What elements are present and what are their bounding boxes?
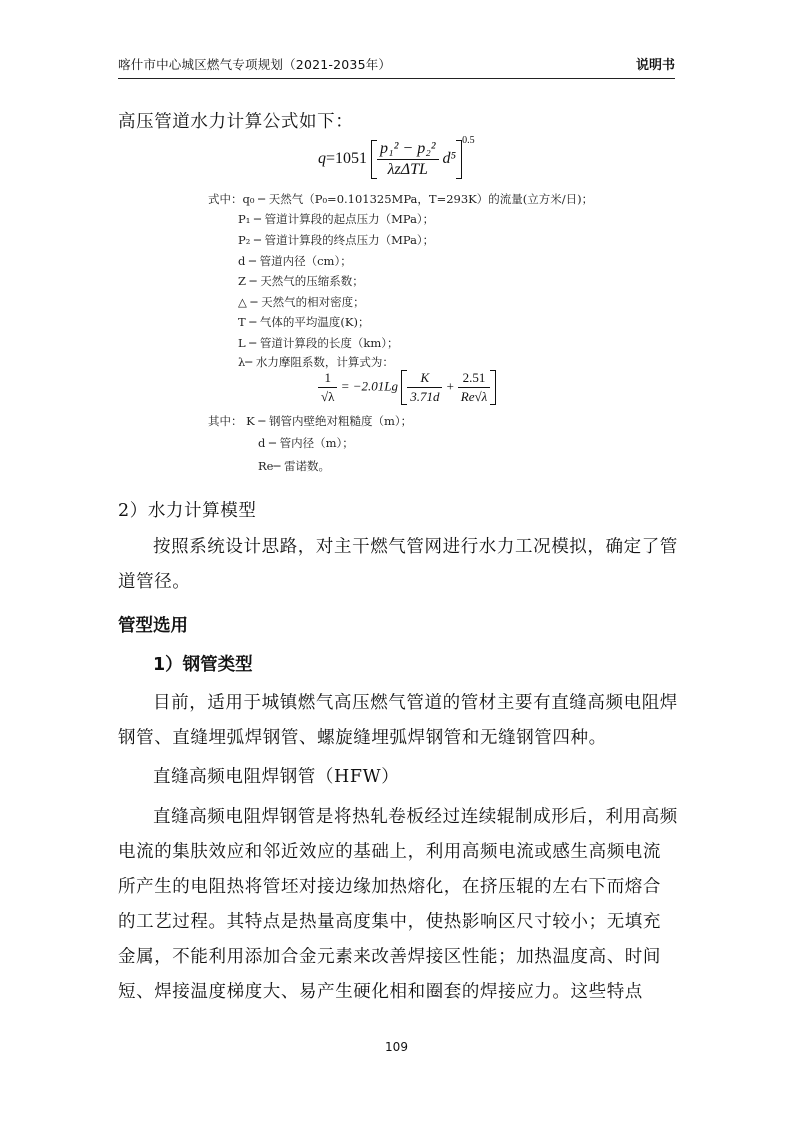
friction-f2-den: Re√λ: [460, 389, 488, 404]
hfw-title: 直缝高频电阻焊钢管（HFW）: [153, 767, 400, 787]
legend-line: 式中：q₀ ─ 天然气（P₀=0.101325MPa，T=293K）的流量(立方米/日)；: [208, 192, 594, 206]
legend2-line: 其中： K ─ 钢管内壁绝对粗糙度（m）；: [208, 414, 413, 428]
formula-denominator: λzΔTL: [387, 161, 428, 178]
legend-line: L ─ 管道计算段的长度（km）；: [238, 336, 399, 350]
formula-intro: 高压管道水力计算公式如下：: [118, 112, 354, 132]
friction-bracket: [401, 370, 496, 405]
legend-line: Z ─ 天然气的压缩系数；: [238, 274, 364, 288]
legend-line: P₂ ─ 管道计算段的终点压力（MPa）；: [238, 233, 435, 247]
friction-mid: = −2.01Lg: [340, 378, 398, 394]
formula-tail: d⁵: [442, 150, 457, 168]
heading-steel-pipe-types: 1）钢管类型: [153, 655, 253, 675]
formula-exponent: 0.5: [462, 134, 475, 146]
legend2-line: Re─ 雷诺数。: [258, 459, 331, 473]
friction-f1-num: K: [407, 370, 442, 388]
friction-lhs-den: √λ: [321, 389, 335, 404]
header-title: 喀什市中心城区燃气专项规划（2021-2035年）: [118, 57, 392, 72]
formula-numerator: p₁² − p₂²: [377, 140, 439, 160]
header-doc-type: 说明书: [635, 58, 675, 73]
friction-plus: +: [445, 378, 455, 394]
page-header: [118, 52, 675, 79]
legend-line: λ─ 水力摩阻系数，计算式为：: [238, 355, 394, 369]
formula-bracket: [371, 140, 462, 179]
section-title-hydraulic-model: 2）水力计算模型: [118, 501, 257, 521]
heading-pipe-selection: 管型选用: [118, 616, 188, 636]
formula-coef: =1051: [326, 150, 368, 168]
friction-lhs-num: 1: [318, 370, 337, 388]
legend-line: d ─ 管道内径（cm）；: [238, 254, 352, 268]
page-number: 109: [385, 1040, 408, 1054]
formula-flow: [318, 134, 475, 179]
hfw-body: 直缝高频电阻焊钢管是将热轧卷板经过连续辊制成形后，利用高频电流的集肤效应和邻近效应的基础上，利用高频电流或感生高频电流所产生的电阻热将管坯对接边缘加热熔化，在挤压辊的左右下而熔合的工艺过程。其特点是热量高度集中，使热影响区尺寸较小；无填充金属，不能利用添加合金元素来改善焊接区性能；加热温度高、时间短、焊接温度梯度大、易产生硬化相和圈套的焊接应力。这些特点: [118, 807, 678, 1002]
legend-line: △ ─ 天然气的相对密度；: [238, 295, 365, 309]
legend2-line: d ─ 管内径（m）；: [258, 436, 354, 450]
formula-lhs: q: [318, 150, 326, 168]
paragraph-pipe-types: 目前，适用于城镇燃气高压燃气管道的管材主要有直缝高频电阻焊钢管、直缝埋弧焊钢管、螺旋缝埋弧焊钢管和无缝钢管四种。: [118, 693, 678, 748]
friction-f2-num: 2.51: [458, 370, 490, 388]
legend-line: T ─ 气体的平均温度(K)；: [238, 315, 370, 329]
formula-friction: [318, 370, 496, 405]
friction-f1-den: 3.71d: [410, 389, 440, 404]
section-body-hydraulic-model: 按照系统设计思路，对主干燃气管网进行水力工况模拟，确定了管道管径。: [118, 537, 678, 592]
legend-line: P₁ ─ 管道计算段的起点压力（MPa）；: [238, 212, 435, 226]
